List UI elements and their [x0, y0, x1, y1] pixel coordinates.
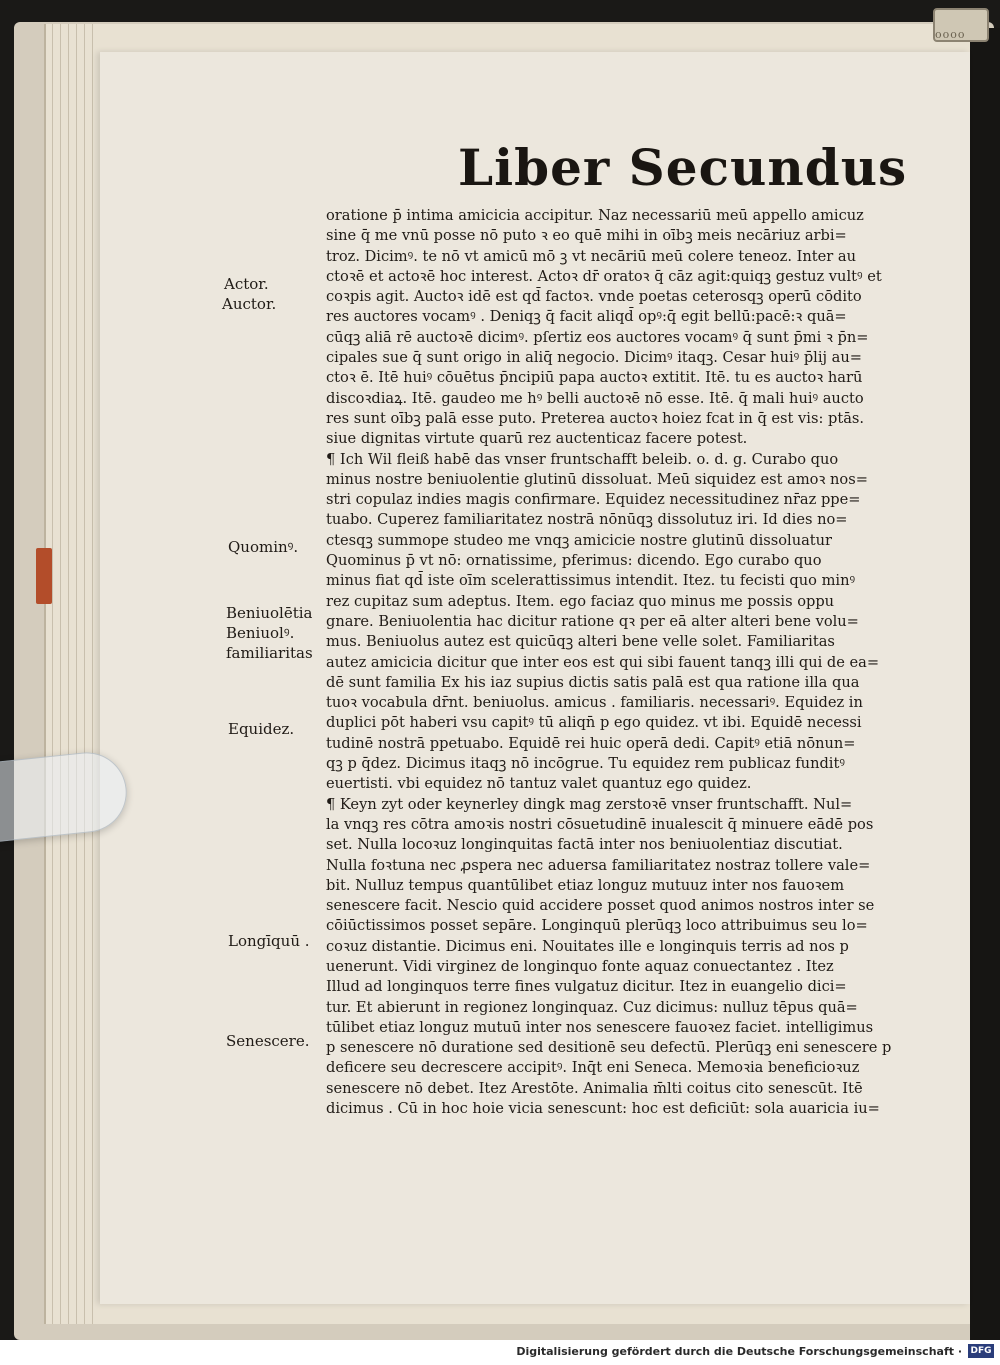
- text-line: Nulla foꝛtuna nec ꝓspera nec aduersa familiaritatez nostraz tollere vale=: [326, 856, 871, 874]
- footer-bar: [0, 1340, 1000, 1365]
- page-edge-line: [52, 24, 53, 1324]
- text-line: stri copulaz indies magis confirmare. Equidez necessitudinez nr̄az ppe=: [326, 491, 861, 509]
- margin-note-familiaritas: familiaritas: [226, 644, 313, 662]
- text-line: senescere nō debet. Itez Arestōte. Animalia m̄lti coitus cito senescūt. Itē: [326, 1079, 863, 1097]
- text-line: autez amicicia dicitur que inter eos est qui sibi fauent tanqꝫ illi qui de ea=: [326, 653, 880, 671]
- margin-note-quominus: Quominꝰ.: [228, 538, 299, 556]
- text-line: dicimus . Cū in hoc hoie vicia senescunt: hoc est deficiūt: sola auaricia iu=: [326, 1100, 880, 1118]
- text-line: deficere seu decrescere accipitꝰ. Inq̄t eni Seneca. Memoꝛia beneficioꝛuz: [326, 1059, 860, 1077]
- text-line: res auctores vocamꝰ . Deniqꝫ q̄ facit aliqd̄ opꝰ:q̄ egit bellū:pacē:ꝛ quā=: [326, 308, 847, 326]
- text-line: dē sunt familia Ex his iaz supius dictis satis palā est qua ratione illa qua: [326, 673, 860, 691]
- dfg-logo: DFG: [968, 1344, 994, 1358]
- text-line: rez cupitaz sum adeptus. Item. ego faciaz quo minus me possis oppu: [326, 592, 835, 610]
- book-clasp: [933, 8, 989, 42]
- text-line: cōiūctissimos posset sepāre. Longinquū plerūqꝫ loco attribuimus seu lo=: [326, 917, 868, 935]
- text-line: Illud ad longinquos terre fines vulgatuz dicitur. Itez in euangelio dici=: [326, 978, 847, 996]
- text-line: coꝛuz distantie. Dicimus eni. Nouitates ille e longinquis terris ad nos p: [326, 937, 849, 955]
- margin-note-equidez: Equidez.: [228, 720, 295, 738]
- text-line: res sunt oībꝫ palā esse puto. Preterea auctoꝛ hoiez fcat in q̄ est vis: ptās.: [326, 409, 865, 427]
- text-line: cipales sue q̄ sunt origo in aliq̄ negocio. Dicimꝰ itaqꝫ. Cesar huiꝰ p̄lij au=: [326, 349, 863, 367]
- page-edge-line: [84, 24, 85, 1324]
- text-line: minus fiat qd̄ iste oīm scelerattissimus intendit. Itez. tu fecisti quo minꝰ: [326, 572, 856, 590]
- book-fore-edge: [970, 28, 1000, 1340]
- text-line: set. Nulla locoꝛuz longinquitas factā inter nos beniuolentiaz discutiat.: [326, 836, 843, 854]
- margin-note-longinquum: Longīquū .: [228, 932, 310, 950]
- text-line: ctoꝛ ē. Itē huiꝰ cōuētus p̄ncipiū papa auctoꝛ extitit. Itē. tu es auctoꝛ harū: [326, 369, 863, 387]
- text-line: mus. Beniuolus autez est quicūqꝫ alteri bene velle solet. Familiaritas: [326, 633, 835, 651]
- running-head: Liber Secundus: [458, 138, 908, 197]
- page-edge-line: [76, 24, 77, 1324]
- text-line: ¶ Ich Wil fleiß habē das vnser fruntschafft beleib. o. d. g. Curabo quo: [326, 450, 839, 468]
- text-line: tudinē nostrā ppetuabo. Equidē rei huic operā dedi. Capitꝰ etiā nōnun=: [326, 734, 856, 752]
- margin-note-auctor: Auctor.: [222, 295, 277, 313]
- text-line: coꝛpis agit. Auctoꝛ idē est qd̄ factoꝛ. vnde poetas ceterosqꝫ operū cōdito: [326, 288, 862, 306]
- text-line: qꝫ p q̄dez. Dicimus itaqꝫ nō incōgrue. Tu equidez rem publicaz funditꝰ: [326, 755, 845, 773]
- ribbon-marker: [36, 548, 52, 604]
- text-line: discoꝛdiaꝝ. Itē. gaudeo me hꝰ belli auctoꝛē nō esse. Itē. q̄ mali huiꝰ aucto: [326, 389, 864, 407]
- margin-note-senescere: Senescere.: [226, 1032, 310, 1050]
- text-line: la vnqꝫ res cōtra amoꝛis nostri cōsuetudinē inualescit q̄ minuere eādē pos: [326, 815, 874, 833]
- text-line: p senescere nō duratione sed desitionē seu defectū. Plerūqꝫ eni senescere p: [326, 1039, 892, 1057]
- text-line: minus nostre beniuolentie glutinū dissoluat. Meū siquidez est amoꝛ nos=: [326, 470, 868, 488]
- text-line: ctoꝛē et actoꝛē hoc interest. Actoꝛ dr̄ oratoꝛ q̄ cāz agit:quiqꝫ gestuz vultꝰ et: [326, 267, 882, 285]
- page-edge-line: [92, 24, 93, 1324]
- text-line: duplici pōt haberi vsu capitꝰ tū aliqn̄ p ego quidez. vt ibi. Equidē necessi: [326, 714, 862, 732]
- text-line: tur. Et abierunt in regionez longinquaz. Cuz dicimus: nulluz tēpus quā=: [326, 998, 858, 1016]
- clasp-ornament: oooo: [935, 28, 966, 41]
- text-line: bit. Nulluz tempus quantūlibet etiaz longuz mutuuz inter nos fauoꝛem: [326, 876, 845, 894]
- text-line: ctesqꝫ summope studeo me vnqꝫ amicicie nostre glutinū dissoluatur: [326, 531, 833, 549]
- text-line: tuabo. Cuperez familiaritatez nostrā nōnūqꝫ dissolutuz iri. Id dies no=: [326, 511, 848, 529]
- text-line: troz. Dicimꝰ. te nō vt amicū mō ꝫ vt necāriū meū colere teneoz. Inter au: [326, 247, 857, 265]
- text-line: siue dignitas virtute quarū rez auctenticaz facere potest.: [326, 430, 748, 448]
- text-line: euertisti. vbi equidez nō tantuz valet quantuz ego quidez.: [326, 775, 752, 793]
- text-line: ¶ Keyn zyt oder keynerley dingk mag zerstoꝛē vnser fruntschafft. Nul=: [326, 795, 853, 813]
- text-line: gnare. Beniuolentia hac dicitur ratione qꝛ per eā alter alteri bene volu=: [326, 612, 859, 630]
- page-edge-line: [60, 24, 61, 1324]
- text-line: Quominus p̄ vt nō: ornatissime, pferimus: dicendo. Ego curabo quo: [326, 552, 822, 570]
- margin-note-beniuolus: Beniuolꝰ.: [226, 624, 295, 642]
- page-edge-line: [68, 24, 69, 1324]
- text-line: tuoꝛ vocabula dr̄nt. beniuolus. amicus . familiaris. necessariꝰ. Equidez in: [326, 694, 863, 712]
- text-line: uenerunt. Vidi virginez de longinquo fonte aquaz conuectantez . Itez: [326, 957, 834, 975]
- text-line: senescere facit. Nescio quid accidere posset quod animos nostros inter se: [326, 897, 875, 915]
- margin-note-actor: Actor.: [224, 275, 269, 293]
- text-line: sine q̄ me vnū posse nō puto ꝛ eo quē mihi in oībꝫ meis necāriuz arbi=: [326, 227, 847, 245]
- margin-note-beniuolentia: Beniuolētia: [226, 604, 313, 622]
- text-line: tūlibet etiaz longuz mutuū inter nos senescere fauoꝛez faciet. intelligimus: [326, 1018, 874, 1036]
- funding-credit: Digitalisierung gefördert durch die Deutsche Forschungsgemeinschaft ·: [516, 1345, 962, 1358]
- text-line: cūqꝫ aliā rē auctoꝛē dicimꝰ. pſertiz eos auctores vocamꝰ q̄ sunt p̄mi ꝛ p̄n=: [326, 328, 869, 346]
- body-text: [326, 206, 916, 1119]
- text-line: oratione p̄ intima amicicia accipitur. Naz necessariū meū appello amicuz: [326, 207, 864, 224]
